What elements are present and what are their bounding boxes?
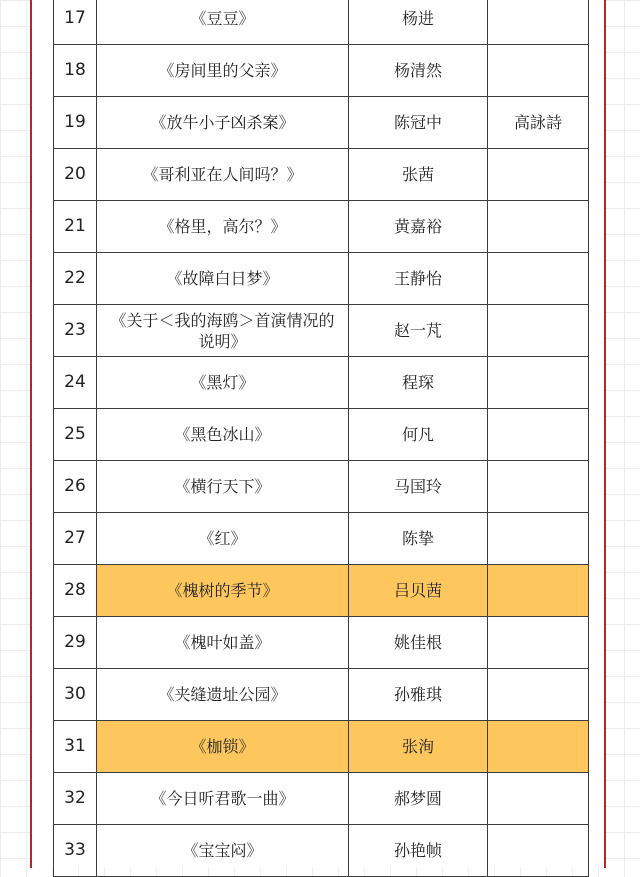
work-title: 《放牛小子凶杀案》 bbox=[150, 113, 295, 132]
extra-cell bbox=[488, 253, 589, 305]
table-row bbox=[54, 149, 589, 201]
work-title-cell bbox=[97, 461, 349, 513]
work-title: 《横行天下》 bbox=[174, 477, 271, 496]
table-row bbox=[54, 0, 589, 45]
work-title-cell bbox=[97, 617, 349, 669]
author-name: 陈挚 bbox=[349, 513, 488, 565]
extra-cell bbox=[488, 565, 589, 617]
row-number: 23 bbox=[54, 305, 97, 357]
work-title-cell bbox=[97, 669, 349, 721]
work-title: 《槐叶如盖》 bbox=[174, 633, 271, 652]
extra-cell bbox=[488, 669, 589, 721]
extra-cell bbox=[488, 773, 589, 825]
extra-cell bbox=[488, 409, 589, 461]
row-number: 30 bbox=[54, 669, 97, 721]
extra-cell bbox=[488, 0, 589, 45]
table-row bbox=[54, 617, 589, 669]
work-title: 《黑灯》 bbox=[190, 373, 255, 392]
table-row bbox=[54, 253, 589, 305]
extra-cell: 高詠詩 bbox=[488, 97, 589, 149]
extra-cell bbox=[488, 461, 589, 513]
work-title-cell bbox=[97, 149, 349, 201]
works-table-body bbox=[54, 0, 589, 877]
work-title-cell bbox=[97, 305, 349, 357]
author-name: 杨进 bbox=[349, 0, 488, 45]
work-title-cell bbox=[97, 253, 349, 305]
table-row bbox=[54, 409, 589, 461]
author-name: 杨清然 bbox=[349, 45, 488, 97]
work-title: 《宝宝闷》 bbox=[182, 841, 263, 860]
author-name: 郝梦圆 bbox=[349, 773, 488, 825]
table-row-highlighted bbox=[54, 565, 589, 617]
table-row bbox=[54, 357, 589, 409]
works-table bbox=[53, 0, 589, 877]
extra-cell bbox=[488, 617, 589, 669]
work-title: 《豆豆》 bbox=[190, 9, 255, 28]
work-title: 《关于＜我的海鸥＞首演情况的说明》 bbox=[110, 310, 335, 351]
work-title: 《红》 bbox=[198, 529, 247, 548]
row-number: 33 bbox=[54, 825, 97, 877]
extra-cell bbox=[488, 721, 589, 773]
work-title-cell bbox=[97, 773, 349, 825]
author-name: 程琛 bbox=[349, 357, 488, 409]
row-number: 29 bbox=[54, 617, 97, 669]
extra-cell bbox=[488, 201, 589, 253]
table-row bbox=[54, 461, 589, 513]
work-title: 《哥利亚在人间吗？》 bbox=[142, 165, 303, 184]
author-name: 吕贝茜 bbox=[349, 565, 488, 617]
work-title-cell bbox=[97, 513, 349, 565]
author-name: 黄嘉裕 bbox=[349, 201, 488, 253]
table-row bbox=[54, 825, 589, 877]
table-row bbox=[54, 513, 589, 565]
author-name: 赵一芃 bbox=[349, 305, 488, 357]
work-title-cell bbox=[97, 97, 349, 149]
author-name: 马国玲 bbox=[349, 461, 488, 513]
author-name: 何凡 bbox=[349, 409, 488, 461]
table-row bbox=[54, 305, 589, 357]
work-title: 《黑色冰山》 bbox=[174, 425, 271, 444]
row-number: 18 bbox=[54, 45, 97, 97]
row-number: 17 bbox=[54, 0, 97, 45]
table-row bbox=[54, 45, 589, 97]
work-title-cell bbox=[97, 0, 349, 45]
author-name: 孙艳帧 bbox=[349, 825, 488, 877]
table-row-highlighted bbox=[54, 721, 589, 773]
work-title-cell bbox=[97, 825, 349, 877]
work-title-cell bbox=[97, 357, 349, 409]
extra-cell bbox=[488, 825, 589, 877]
author-name: 张洵 bbox=[349, 721, 488, 773]
row-number: 22 bbox=[54, 253, 97, 305]
work-title-cell bbox=[97, 565, 349, 617]
work-title: 《今日听君歌一曲》 bbox=[150, 789, 295, 808]
extra-cell bbox=[488, 149, 589, 201]
extra-cell bbox=[488, 305, 589, 357]
work-title: 《槐树的季节》 bbox=[166, 581, 279, 600]
author-name: 陈冠中 bbox=[349, 97, 488, 149]
table-row bbox=[54, 97, 589, 149]
row-number: 20 bbox=[54, 149, 97, 201]
extra-cell bbox=[488, 45, 589, 97]
row-number: 19 bbox=[54, 97, 97, 149]
work-title: 《故障白日梦》 bbox=[166, 269, 279, 288]
row-number: 26 bbox=[54, 461, 97, 513]
extra-cell bbox=[488, 357, 589, 409]
row-number: 27 bbox=[54, 513, 97, 565]
work-title: 《房间里的父亲》 bbox=[158, 61, 287, 80]
author-name: 孙雅琪 bbox=[349, 669, 488, 721]
work-title-cell bbox=[97, 721, 349, 773]
table-row bbox=[54, 669, 589, 721]
table-row bbox=[54, 201, 589, 253]
row-number: 32 bbox=[54, 773, 97, 825]
work-title-cell bbox=[97, 409, 349, 461]
extra-cell bbox=[488, 513, 589, 565]
row-number: 25 bbox=[54, 409, 97, 461]
author-name: 张茜 bbox=[349, 149, 488, 201]
row-number: 21 bbox=[54, 201, 97, 253]
row-number: 24 bbox=[54, 357, 97, 409]
row-number: 28 bbox=[54, 565, 97, 617]
work-title-cell bbox=[97, 201, 349, 253]
work-title-cell bbox=[97, 45, 349, 97]
table-row bbox=[54, 773, 589, 825]
work-title: 《格里，高尔？》 bbox=[158, 217, 287, 236]
work-title: 《枷锁》 bbox=[190, 737, 255, 756]
row-number: 31 bbox=[54, 721, 97, 773]
work-title: 《夹缝遗址公园》 bbox=[158, 685, 287, 704]
author-name: 王静怡 bbox=[349, 253, 488, 305]
author-name: 姚佳根 bbox=[349, 617, 488, 669]
